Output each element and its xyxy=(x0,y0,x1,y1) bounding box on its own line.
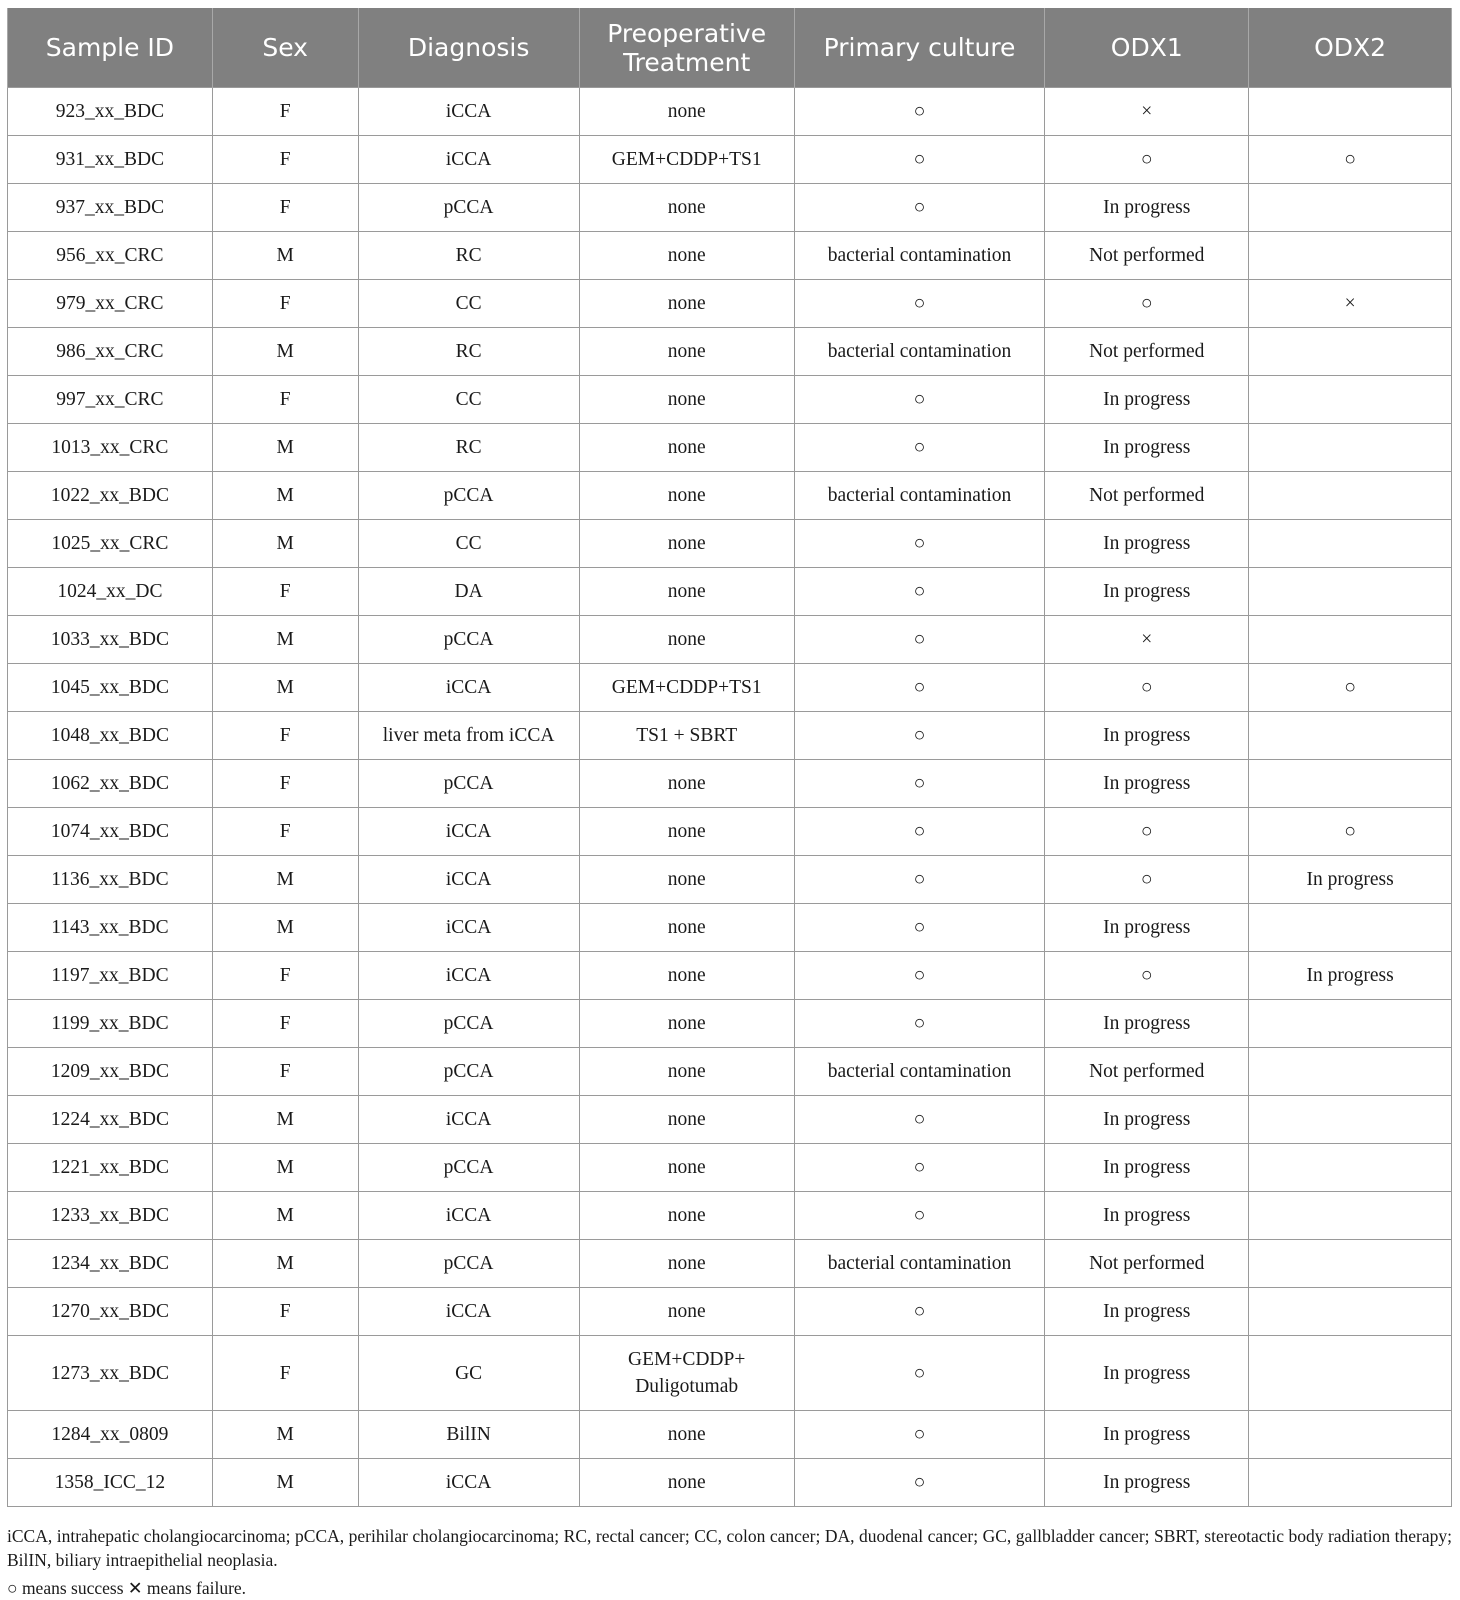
table-cell: pCCA xyxy=(358,760,579,808)
table-cell: Not performed xyxy=(1045,232,1249,280)
table-cell xyxy=(1249,1096,1452,1144)
table-cell: none xyxy=(579,1411,794,1459)
table-cell: none xyxy=(579,1288,794,1336)
table-cell: none xyxy=(579,328,794,376)
table-cell: DA xyxy=(358,568,579,616)
table-container xyxy=(7,8,1452,1507)
table-cell: bacterial contamination xyxy=(794,1048,1045,1096)
table-cell: Not performed xyxy=(1045,1240,1249,1288)
table-cell: 1221_xx_BDC xyxy=(8,1144,213,1192)
table-cell: iCCA xyxy=(358,88,579,136)
table-cell xyxy=(1249,1459,1452,1507)
table-cell: CC xyxy=(358,376,579,424)
table-row xyxy=(8,808,1452,856)
table-cell: ○ xyxy=(794,568,1045,616)
table-cell: ○ xyxy=(794,712,1045,760)
table-cell: none xyxy=(579,1459,794,1507)
table-cell: ○ xyxy=(1045,280,1249,328)
column-header: Primary culture xyxy=(794,8,1045,88)
sample-table xyxy=(7,8,1452,1507)
table-cell: 1033_xx_BDC xyxy=(8,616,213,664)
table-cell: M xyxy=(212,856,358,904)
table-cell: pCCA xyxy=(358,1048,579,1096)
table-cell: ○ xyxy=(1249,664,1452,712)
table-cell: M xyxy=(212,1096,358,1144)
table-cell: none xyxy=(579,472,794,520)
table-cell: 986_xx_CRC xyxy=(8,328,213,376)
table-row xyxy=(8,952,1452,1000)
table-cell: In progress xyxy=(1045,1000,1249,1048)
table-cell: 1233_xx_BDC xyxy=(8,1192,213,1240)
table-row xyxy=(8,328,1452,376)
table-cell: none xyxy=(579,808,794,856)
table-cell: ○ xyxy=(794,520,1045,568)
table-cell: F xyxy=(212,280,358,328)
column-header: ODX1 xyxy=(1045,8,1249,88)
table-cell: iCCA xyxy=(358,952,579,1000)
table-cell: In progress xyxy=(1045,904,1249,952)
table-cell: none xyxy=(579,568,794,616)
table-cell: In progress xyxy=(1045,1192,1249,1240)
table-cell: 1136_xx_BDC xyxy=(8,856,213,904)
table-row xyxy=(8,136,1452,184)
table-cell: 1270_xx_BDC xyxy=(8,1288,213,1336)
table-cell: ○ xyxy=(794,1411,1045,1459)
table-cell: iCCA xyxy=(358,1096,579,1144)
table-cell: In progress xyxy=(1045,1096,1249,1144)
table-cell: F xyxy=(212,88,358,136)
table-cell: none xyxy=(579,88,794,136)
table-cell: ○ xyxy=(794,136,1045,184)
table-cell xyxy=(1249,88,1452,136)
table-row xyxy=(8,1096,1452,1144)
table-cell: ○ xyxy=(794,904,1045,952)
table-cell: M xyxy=(212,328,358,376)
table-cell: In progress xyxy=(1045,1336,1249,1411)
table-cell: In progress xyxy=(1249,856,1452,904)
table-cell xyxy=(1249,616,1452,664)
table-cell: M xyxy=(212,904,358,952)
table-cell: pCCA xyxy=(358,472,579,520)
table-cell: ○ xyxy=(1045,952,1249,1000)
table-cell: none xyxy=(579,520,794,568)
table-cell: CC xyxy=(358,520,579,568)
table-cell: 1143_xx_BDC xyxy=(8,904,213,952)
column-header: Diagnosis xyxy=(358,8,579,88)
table-row xyxy=(8,376,1452,424)
table-cell: × xyxy=(1045,616,1249,664)
table-cell: bacterial contamination xyxy=(794,1240,1045,1288)
table-row xyxy=(8,424,1452,472)
table-cell: ○ xyxy=(794,664,1045,712)
table-cell: 1074_xx_BDC xyxy=(8,808,213,856)
table-row xyxy=(8,1192,1452,1240)
table-cell xyxy=(1249,472,1452,520)
table-row xyxy=(8,1459,1452,1507)
table-cell: CC xyxy=(358,280,579,328)
table-cell: 1224_xx_BDC xyxy=(8,1096,213,1144)
table-row xyxy=(8,1144,1452,1192)
table-row xyxy=(8,472,1452,520)
table-cell: ○ xyxy=(794,1192,1045,1240)
header-row xyxy=(8,8,1452,88)
table-cell xyxy=(1249,1240,1452,1288)
table-cell: 1273_xx_BDC xyxy=(8,1336,213,1411)
table-row xyxy=(8,1411,1452,1459)
footnote-abbreviations: iCCA, intrahepatic cholangiocarcinoma; pCCA, perihilar cholangiocarcinoma; RC, rectal cancer; CC, colon cancer; DA, duodenal cancer; GC, gallbladder cancer; SBRT, stereotactic body radiation therapy; BilIN, biliary intraepithelial neoplasia. xyxy=(7,1526,1452,1570)
table-cell: 923_xx_BDC xyxy=(8,88,213,136)
table-cell: none xyxy=(579,760,794,808)
table-cell: F xyxy=(212,760,358,808)
table-cell: RC xyxy=(358,232,579,280)
table-cell: In progress xyxy=(1045,376,1249,424)
table-cell: M xyxy=(212,1459,358,1507)
table-cell: none xyxy=(579,616,794,664)
table-cell: 1048_xx_BDC xyxy=(8,712,213,760)
table-row xyxy=(8,232,1452,280)
table-cell: 1199_xx_BDC xyxy=(8,1000,213,1048)
table-cell: M xyxy=(212,664,358,712)
table-cell: Not performed xyxy=(1045,328,1249,376)
table-cell: M xyxy=(212,1411,358,1459)
table-cell: ○ xyxy=(794,184,1045,232)
table-cell: pCCA xyxy=(358,184,579,232)
table-cell: M xyxy=(212,1144,358,1192)
table-cell: pCCA xyxy=(358,1000,579,1048)
table-cell: M xyxy=(212,520,358,568)
table-cell xyxy=(1249,1192,1452,1240)
table-cell: 1209_xx_BDC xyxy=(8,1048,213,1096)
table-row xyxy=(8,88,1452,136)
column-header: ODX2 xyxy=(1249,8,1452,88)
table-cell xyxy=(1249,712,1452,760)
table-cell: ○ xyxy=(1045,664,1249,712)
table-row xyxy=(8,664,1452,712)
table-cell: In progress xyxy=(1045,568,1249,616)
table-cell: GC xyxy=(358,1336,579,1411)
table-row xyxy=(8,520,1452,568)
table-cell: 1234_xx_BDC xyxy=(8,1240,213,1288)
table-cell: liver meta from iCCA xyxy=(358,712,579,760)
table-cell: 1358_ICC_12 xyxy=(8,1459,213,1507)
table-cell: none xyxy=(579,1144,794,1192)
table-cell: F xyxy=(212,184,358,232)
table-cell: iCCA xyxy=(358,1192,579,1240)
table-row xyxy=(8,856,1452,904)
table-cell: GEM+CDDP+TS1 xyxy=(579,136,794,184)
table-cell: none xyxy=(579,856,794,904)
table-cell xyxy=(1249,1336,1452,1411)
table-cell: pCCA xyxy=(358,1144,579,1192)
table-cell: In progress xyxy=(1045,184,1249,232)
table-cell: none xyxy=(579,376,794,424)
table-cell: 1062_xx_BDC xyxy=(8,760,213,808)
table-row xyxy=(8,1288,1452,1336)
table-cell: iCCA xyxy=(358,1288,579,1336)
table-cell: F xyxy=(212,1288,358,1336)
table-cell: bacterial contamination xyxy=(794,328,1045,376)
table-cell: none xyxy=(579,184,794,232)
table-cell: none xyxy=(579,1048,794,1096)
table-cell: F xyxy=(212,376,358,424)
table-cell: ○ xyxy=(794,952,1045,1000)
table-cell: 1024_xx_DC xyxy=(8,568,213,616)
table-cell: iCCA xyxy=(358,1459,579,1507)
table-cell: none xyxy=(579,1096,794,1144)
table-row xyxy=(8,712,1452,760)
table-cell: Not performed xyxy=(1045,472,1249,520)
table-cell: M xyxy=(212,424,358,472)
table-cell: ○ xyxy=(1045,808,1249,856)
table-cell: TS1 + SBRT xyxy=(579,712,794,760)
table-cell: M xyxy=(212,232,358,280)
table-cell: GEM+CDDP+TS1 xyxy=(579,664,794,712)
table-cell: none xyxy=(579,904,794,952)
table-cell: BilIN xyxy=(358,1411,579,1459)
table-cell: Not performed xyxy=(1045,1048,1249,1096)
table-row xyxy=(8,616,1452,664)
table-row xyxy=(8,904,1452,952)
table-cell: In progress xyxy=(1045,1288,1249,1336)
table-cell: F xyxy=(212,712,358,760)
table-cell: none xyxy=(579,232,794,280)
table-cell xyxy=(1249,520,1452,568)
table-cell xyxy=(1249,568,1452,616)
table-cell xyxy=(1249,1411,1452,1459)
table-cell: bacterial contamination xyxy=(794,472,1045,520)
table-cell: F xyxy=(212,568,358,616)
table-cell: 956_xx_CRC xyxy=(8,232,213,280)
table-row xyxy=(8,1048,1452,1096)
table-cell: ○ xyxy=(794,616,1045,664)
column-header: Sex xyxy=(212,8,358,88)
table-cell xyxy=(1249,904,1452,952)
table-row xyxy=(8,1336,1452,1411)
table-row xyxy=(8,1000,1452,1048)
table-cell: iCCA xyxy=(358,136,579,184)
column-header: Preoperative Treatment xyxy=(579,8,794,88)
table-cell: F xyxy=(212,808,358,856)
table-cell: RC xyxy=(358,328,579,376)
table-cell: 1197_xx_BDC xyxy=(8,952,213,1000)
table-cell: none xyxy=(579,952,794,1000)
table-cell xyxy=(1249,1288,1452,1336)
table-cell: pCCA xyxy=(358,1240,579,1288)
table-cell: 1022_xx_BDC xyxy=(8,472,213,520)
table-cell: In progress xyxy=(1045,712,1249,760)
table-cell: 997_xx_CRC xyxy=(8,376,213,424)
table-row xyxy=(8,184,1452,232)
table-cell: × xyxy=(1249,280,1452,328)
table-cell: iCCA xyxy=(358,664,579,712)
table-cell: M xyxy=(212,616,358,664)
table-cell: In progress xyxy=(1045,424,1249,472)
table-cell xyxy=(1249,424,1452,472)
table-cell: iCCA xyxy=(358,904,579,952)
table-cell: F xyxy=(212,1048,358,1096)
table-cell: ○ xyxy=(794,1000,1045,1048)
table-cell: ○ xyxy=(794,1336,1045,1411)
table-cell: In progress xyxy=(1045,1144,1249,1192)
table-cell: 931_xx_BDC xyxy=(8,136,213,184)
table-cell: In progress xyxy=(1045,1411,1249,1459)
table-cell: F xyxy=(212,952,358,1000)
table-cell: F xyxy=(212,1000,358,1048)
table-cell: In progress xyxy=(1249,952,1452,1000)
table-cell: ○ xyxy=(1249,808,1452,856)
footnote-legend: ○ means success ✕ means failure. xyxy=(7,1578,247,1598)
table-cell: ○ xyxy=(794,1096,1045,1144)
table-cell: none xyxy=(579,1192,794,1240)
table-cell: ○ xyxy=(794,280,1045,328)
table-cell xyxy=(1249,328,1452,376)
table-cell xyxy=(1249,1000,1452,1048)
table-cell: none xyxy=(579,1240,794,1288)
table-cell: × xyxy=(1045,88,1249,136)
table-row xyxy=(8,760,1452,808)
table-cell xyxy=(1249,1048,1452,1096)
table-cell: F xyxy=(212,136,358,184)
table-row xyxy=(8,568,1452,616)
table-row xyxy=(8,280,1452,328)
table-cell: ○ xyxy=(794,1459,1045,1507)
table-cell: ○ xyxy=(794,1144,1045,1192)
table-cell: 1045_xx_BDC xyxy=(8,664,213,712)
table-cell: ○ xyxy=(794,424,1045,472)
table-cell: In progress xyxy=(1045,1459,1249,1507)
table-cell: pCCA xyxy=(358,616,579,664)
table-cell: iCCA xyxy=(358,856,579,904)
table-cell: ○ xyxy=(794,88,1045,136)
table-cell: M xyxy=(212,472,358,520)
table-cell xyxy=(1249,1144,1452,1192)
table-cell: In progress xyxy=(1045,520,1249,568)
table-body xyxy=(8,88,1452,1507)
table-cell: 1284_xx_0809 xyxy=(8,1411,213,1459)
table-cell: ○ xyxy=(794,856,1045,904)
table-cell: ○ xyxy=(1045,856,1249,904)
table-cell: F xyxy=(212,1336,358,1411)
table-cell: ○ xyxy=(794,376,1045,424)
table-cell: none xyxy=(579,424,794,472)
table-cell: ○ xyxy=(794,808,1045,856)
table-cell: M xyxy=(212,1240,358,1288)
table-cell: ○ xyxy=(1045,136,1249,184)
table-cell: 1013_xx_CRC xyxy=(8,424,213,472)
table-cell: RC xyxy=(358,424,579,472)
table-cell: iCCA xyxy=(358,808,579,856)
table-cell: ○ xyxy=(794,1288,1045,1336)
table-cell xyxy=(1249,760,1452,808)
table-cell: ○ xyxy=(794,760,1045,808)
table-cell: bacterial contamination xyxy=(794,232,1045,280)
table-cell xyxy=(1249,376,1452,424)
table-cell: 1025_xx_CRC xyxy=(8,520,213,568)
table-cell: none xyxy=(579,280,794,328)
table-cell xyxy=(1249,232,1452,280)
table-row xyxy=(8,1240,1452,1288)
table-cell: 937_xx_BDC xyxy=(8,184,213,232)
table-cell: 979_xx_CRC xyxy=(8,280,213,328)
table-cell: ○ xyxy=(1249,136,1452,184)
table-cell: In progress xyxy=(1045,760,1249,808)
table-cell: none xyxy=(579,1000,794,1048)
table-cell: M xyxy=(212,1192,358,1240)
column-header: Sample ID xyxy=(8,8,213,88)
table-cell xyxy=(1249,184,1452,232)
table-cell: GEM+CDDP+ Duligotumab xyxy=(579,1336,794,1411)
